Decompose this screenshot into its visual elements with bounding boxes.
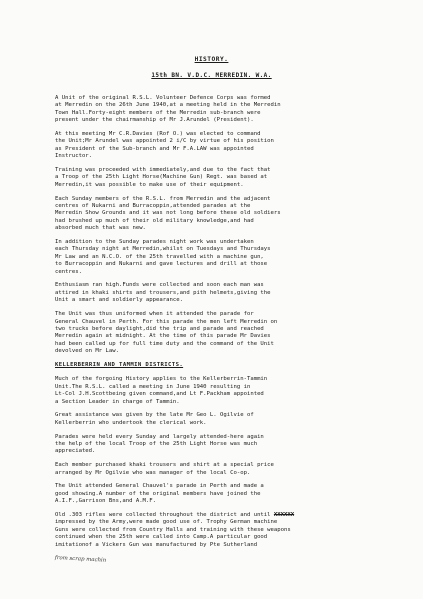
handwritten-note-row <box>54 555 405 565</box>
paragraph-last <box>55 512 405 549</box>
paragraph-text: impressed by the Army,were made good use of. Trophy German machine Guns were collected from Country Halls and training with these weapons continued when the 25th were called into Camp.A particular good imitationof a Vickers Gun was manufactured by Pte Sutherland <box>55 519 291 548</box>
paragraph: The Unit attended General Chauvel's parade in Perth and made a good showing.A number of the original members have joined the A.I.F.,Garrison Bns,and A.M.F. <box>55 483 264 505</box>
paragraph: In addition to the Sunday parades night work was undertaken each Thursday night at Merredin,whilst on Tuesdays and Thursdays Mr Law and an N.C.O. of the 25th travelled with a machine gun, to Burracoppin and Nukarni and gave lectures and drill at those centres. <box>55 239 271 275</box>
section-heading: KELLERBERRIN AND TAMMIN DISTRICTS. <box>55 361 184 368</box>
handwritten-note: from scrap machin <box>54 555 107 565</box>
paragraph: Training was proceeded with immediately,and due to the fact that a Troop of the 25th Light Horse(Machine Gun) Regt. was based at Merredin,it was possible to make use of their equipment. <box>55 167 271 188</box>
document-body <box>55 95 405 563</box>
struck-out-word: XXXXXX <box>273 511 295 518</box>
paragraph: Much of the forgoing History applies to the Kellerberrin-Tammin Unit.The R.S.L. called a meeting in June 1940 resulting in Lt-Col J.H.Scottbeing given command,and Lt F.Packham appointed a Section Leader in charge of Tammin. <box>55 376 268 405</box>
paragraph: Enthusiasm ran high.Funds were collected and soon each man was attired in khaki shirts and trousers,and pith helmets,giving the Unit a smart and soldierly appearance. <box>55 282 271 304</box>
paragraph: Each Sunday members of the R.S.L. from Merredin and the adjacent centres of Nukarni and Burracoppin,attended parades at the Merredin Show Grounds and it was not long before these old soldiers had brushed up much of their old military knowledge,and had absorbed much that was new. <box>55 195 281 232</box>
paragraph: A Unit of the original R.S.L. Volunteer Defence Corps was formed at Merredin on the 26th June 1940,at a meeting held in the Merredin Town Hall.Forty-eight members of the Merredin sub-branch were present under the chairmanship of Mr J.Arundel (President). <box>55 95 281 124</box>
document-subtitle: 15th BN. V.D.C. MERREDIN. W.A. <box>151 72 272 79</box>
paragraph-text: Old .303 rifles were collected throughout the district and until <box>55 511 274 518</box>
paragraph: Each member purchased khaki trousers and shirt at a special price arranged by Mr Ogilvie who was manager of the local Co-op. <box>55 462 274 476</box>
paragraph: The Unit was thus uniformed when it attended the parade for General Chauvel in Perth. For this parade the men left Merredin on two trucks before daylight,did the trip and parade and reached Merredin again at midnight. At the time of this parade Mr Davies had been called up for full time duty and the command of the Unit devolved on Mr Law. <box>55 311 278 355</box>
document-title: HISTORY. <box>194 56 229 63</box>
paragraph: Great assistance was given by the late Mr Geo L. Ogilvie of Kellerberrin who undertook the clerical work. <box>55 412 254 426</box>
paragraph: Parades were held every Sunday and largely attended-here again the help of the local Troop of the 25th Light Horse was much appreciated. <box>55 433 264 455</box>
paragraph: At this meeting Mr C.R.Davies (Rof O.) was elected to command the Unit;Mr Arundel was appointed 2 i/C by virtue of his position as President of the Sub-branch and Mr F.A.LAW was appointed Instructor. <box>55 131 274 160</box>
